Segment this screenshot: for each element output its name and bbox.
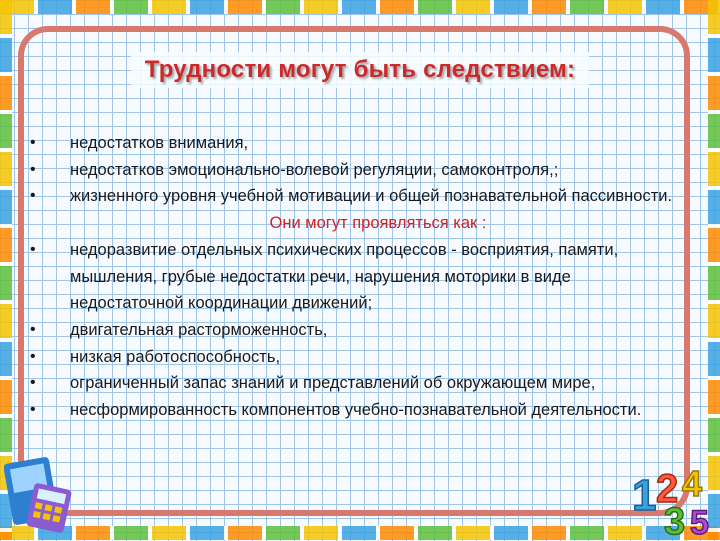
book-and-calculator-icon	[4, 448, 74, 534]
svg-text:3: 3	[664, 501, 686, 536]
svg-text:5: 5	[690, 504, 709, 536]
colorful-numbers-icon	[630, 458, 716, 536]
slide-body	[28, 130, 688, 424]
svg-text:2: 2	[656, 467, 679, 511]
list-item: • недоразвитие отдельных психических процессов - восприятия, памяти, мышления, грубые недостатки речи, нарушения моторики в виде недостаточной координации движений;	[28, 237, 688, 317]
svg-text:1: 1	[632, 471, 657, 520]
causes-list	[28, 130, 688, 210]
list-item: • недостатков эмоционально-волевой регуляции, самоконтроля,;	[28, 157, 688, 184]
svg-text:4: 4	[682, 463, 703, 504]
list-item: • двигательная расторможенность,	[28, 317, 688, 344]
list-item: • жизненного уровня учебной мотивации и общей познавательной пассивности.	[28, 183, 688, 210]
list-item: • недостатков внимания,	[28, 130, 688, 157]
pencil-border-top	[0, 0, 720, 14]
middle-heading: Они могут проявляться как :	[269, 214, 487, 233]
manifestations-list	[28, 237, 688, 424]
title-container	[0, 52, 720, 88]
list-item: • ограниченный запас знаний и представлений об окружающем мире,	[28, 370, 688, 397]
list-item: • несформированность компонентов учебно-познавательной деятельности.	[28, 397, 688, 424]
pencil-border-bottom	[0, 526, 720, 540]
slide-title: Трудности могут быть следствием:	[131, 52, 589, 88]
list-item: • низкая работоспособность,	[28, 344, 688, 371]
